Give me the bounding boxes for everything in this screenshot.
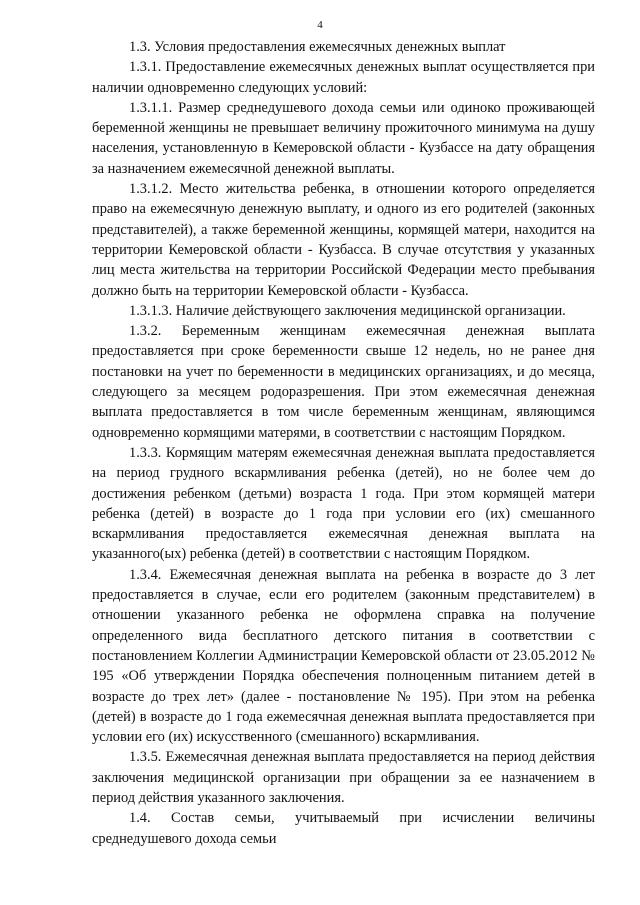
- paragraph-1-3-5: 1.3.5. Ежемесячная денежная выплата предоставляется на период действия заключения медицинской организации при обращении за ее назначением в период действия указанного заключения.: [92, 749, 595, 806]
- section-heading-1-4: 1.4. Состав семьи, учитываемый при исчислении величины среднедушевого дохода семьи: [92, 810, 595, 847]
- document-body: [92, 37, 595, 849]
- paragraph-1-3-4: 1.3.4. Ежемесячная денежная выплата на ребенка в возрасте до 3 лет предоставляется в случае, если его родителем (законным представителем) в отношении указанного ребенка не оформлена справка на получение определенного вида бесплатного детского питания в соответствии с постановлением Коллегии Администрации Кемеровской области от 23.05.2012 № 195 «Об утверждении Порядка обеспечения полноценным питанием детей в возрасте до трех лет» (далее - постановление № 195). При этом на ребенка (детей) в возрасте до 1 года ежемесячная денежная выплата предоставляется при условии его (их) искусственного (смешанного) вскармливания.: [92, 566, 595, 746]
- section-heading-1-3: 1.3. Условия предоставления ежемесячных денежных выплат: [129, 39, 506, 55]
- paragraph-1-3-1: 1.3.1. Предоставление ежемесячных денежных выплат осуществляется при наличии одновременно следующих условий:: [92, 59, 595, 96]
- page-number: 4: [317, 19, 323, 31]
- paragraph-1-3-1-1: 1.3.1.1. Размер среднедушевого дохода семьи или одиноко проживающей беременной женщины не превышает величину прожиточного минимума на душу населения, установленную в Кемеровской области - Кузбассе на дату обращения за назначением ежемесячной денежной выплаты.: [92, 99, 595, 177]
- paragraph-1-3-1-3: 1.3.1.3. Наличие действующего заключения медицинской организации.: [129, 302, 566, 319]
- paragraph-1-3-3: 1.3.3. Кормящим матерям ежемесячная денежная выплата предоставляется на период грудного вскармливания ребенка (детей), но не более чем до достижения ребенком (детьми) возраста 1 года. При этом кормящей матери ребенка (детей) в возрасте до 1 года при условии его (их) смешанного вскармливания предоставляется ежемесячная денежная выплата на указанного(ых) ребенка (детей) в соответствии с настоящим Порядком.: [92, 444, 595, 563]
- paragraph-1-3-2: 1.3.2. Беременным женщинам ежемесячная денежная выплата предоставляется при сроке беременности свыше 12 недель, но не ранее дня постановки на учет по беременности в медицинских организациях, и до месяца, следующего за месяцем родоразрешения. При этом ежемесячная денежная выплата предоставляется в том числе беременным женщинам, являющимся одновременно кормящими матерями, в соответствии с настоящим Порядком.: [92, 323, 595, 441]
- paragraph-1-3-1-2: 1.3.1.2. Место жительства ребенка, в отношении которого определяется право на ежемесячную денежную выплату, и одного из его родителей (законных представителей), а также беременной женщины, кормящей матери, находится на территории Кемеровской области - Кузбасса. В случае отсутствия у указанных лиц места жительства на территории Российской Федерации место пребывания должно быть на территории Кемеровской области - Кузбасса.: [92, 181, 595, 299]
